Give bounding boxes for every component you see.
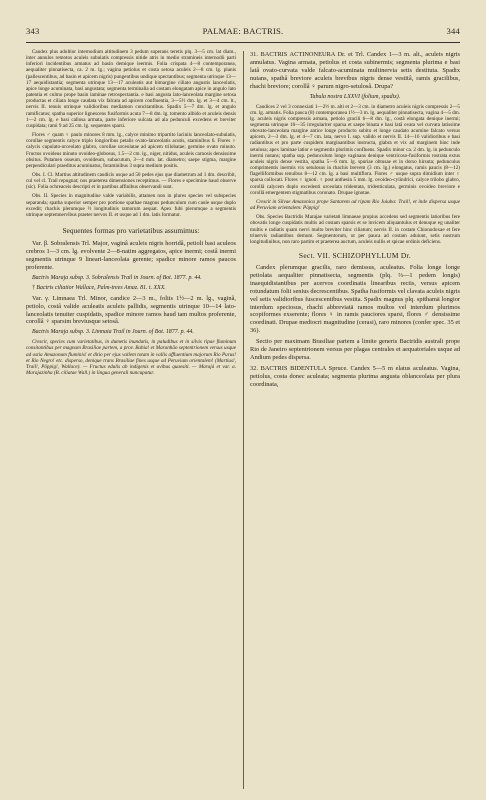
running-title: PALMAE: BACTRIS. (202, 26, 284, 36)
plate-reference: Tabula nostra LXXVI (folium, spadix). (309, 93, 401, 100)
habitat-paragraph: Crescit, species cum varietatibus, in dumetis inundatis, in paludibus et in silvis ripae fluminum consitantibus per magnam Brasiliae partem, a prov. Bahia! et Maranhão septentrionem versus usque ad ostia Amazonum fluminis! et ditio per ejus vallem totam in vallis affluentium majorum Rio Purus! et Rio Negro! etc. disperso, denique trans Brasiliae fines usque ad Peruviam orientalem! (Martius!, Trail!, Pöppig!, Wallace). — Fructus edulis ab indigenis et avibus quaesiti. — Marajá et var. a. Marajazinha (B. ciliatae Wall.) in lingua generali nuncupatur. (26, 339, 236, 377)
species-32-diagnosis: 32. BACTRIS BIDENTULA Spruce. Candex 5—5 m elatus aculeatus. Vagina, petiolus, costa donec aculeata; segmenta plurima angusta oblanceolata per plura coordinata, (250, 364, 460, 388)
page-number-left: 343 (26, 26, 40, 36)
species-31-description: Caudices 2 vel 3 connexiati 1—2½ m. alti et 2—3 cm. in diametro aculeis nigris compressis 2—5 cm. lg. armatis. Folia pauca (8) contemporanea 1½—3 m. lg. aequaliter pinnatisecta, vagina 4—5 dm. lg. aculeis nigris compressis armata, petiolo gracili 6—8 dm. lg., costâ elongata denique inermi; segmenta utrinque 16—35 irregulariter sparsa et saepe binata e basi latâ ovata vel curvata latissime obovato-lanceolata margine antice longe producto subito et longe caudato acumine falcato versus apicem, 2—3 dm. lg. et 4—7 cm. lata, nervo I. sup. valido et nervis II. 14—16 validioribus e basi radiantibus et pro parte cuspidem marginantibus instructa, glabra et vix ad marginem hinc inde setulosa; apex laminae latior e segmentis plurimis confluens. Spadix minor ca. 2 dm. lg. in pedunculo inermi nutans; spatha sup. pedunculum longe vaginans denique ventricoso-fusiformis rostrata extus aculeis nigris dense vestita, spatha 5—6 mm. lg. spuriae obtusae et in dorso hirsuta; pedunculus comprimentis inermis vix setulosus in rhachis brevem (3 cm. lg.) elongatus, ramis paucis (8—12) flagelliformibus tenuibus 8—12 cm. lg. a basi multiflora. Flores ♂ usque supra dimidium inter ♀ sparsa collocati. Flores ♀ ignoti. ♀ post anthesin 5 mm. lg. ovoideo-cylindrici, calyce trilobo glabro, corollâ calycem duplo excedenti urceolata tridentata, tridenticulata, germinis ovoideo breviore e corollâ emergentem stigmatibus coronato. Drupae ignotae. (250, 103, 460, 196)
variety-sobralensis: Var. β. Sobralensis Trl. Major, vaginâ aculeis nigris horridâ, petioli basi aculeos crebros 1—3 cm. lg. evolvente 2—8-natim aggregatos, apice inermi; costâ inermi segmentis utrinque 9 lineari-lanceolata gerente; spadice minore ramos paucos proferente. (26, 240, 236, 271)
section-distribution: Sectio per maximam Brasiliae partem a limite generis Bactridis australi prope Rio de Janeiro septentrionem versus per plagas centrales et aequatoriales usque ad Andium pedes dispersa. (250, 338, 460, 361)
species-31-diagnosis: 31. BACTRIS ACTINONEURA Dr. et Trl. Candex 1—3 m. alt., aculeis nigris annulatus. Vagina armata, petiolus et costa subinermis; segmenta plurima e basi latâ ovato-curvata valde falcato-acuminata multinervia setis destituta. Spadix nutans, spathâ breviore aculeis brevibus nigris dense vestitâ, ramis gracilibus, rhachi breviore; corollâ ♀ parum nigro-setulosâ. Drupa? (250, 51, 460, 90)
header-rule (26, 42, 460, 43)
variety-sobralensis-ref-2: † Bactris ciliatior Wallace, Palm-trees Amaz. 81. t. XXX. (32, 284, 166, 291)
section-description: Candex plerumque gracilis, raro demissus, aculeatus. Folia longe longe petiolata aequaliter pinnatisecta, segmentis (plq. ⅔—1 pedem longis) inaequidistantibus per acervos coordinatis linearibus rectis, versus apicem rotundatum folii senius decrescentibus. Spatha fusiformis vel clavata aculeis nigris vel setis validioribus fuscescentibus vestita. Spadix magnus plq. spithamā longior interdum speciosus, rhachi abbreviatā ramos multos vel interdum plurimos scopiformes exserente; flores ♀ in ramis pauciores sparsi, flores ♂ densissime coordinati. Drupae mediocri magnitudine (cerasi), raro minores (confer spec. 35 et 36). (250, 263, 460, 335)
column-divider (243, 51, 244, 789)
description-paragraph: Caudex plus adultior internodium altitudinem 3 pedum superans teretis plq. 3—5 cm. lat diam., inter annulos remotos aculeis subulatis compressis nitide atris in medio stramineis internodii parti inferiori incidentibus armatus ad basin demique leermis. Folia crispata 4—8 contemporanea, aequaliter pinnatisecta, ca. 2 m. lg.; vagina petiolus et costa setosa aculeis 2—8 cm. lg. planis (pallescentibus, ad basin et apicem nigris) pungentibus undique spectantibus; segmenta utrinque 13—17 aequidistantia; segmenta utrinque 13—17 aculeatis aut bimargine ciliato angustis lanceolatis, apice longe acuminata, basi angustata; segmenta terminalia ad costam elongatam apice in angulo lato patentia et culmo prope basin laminae retrospectantia. e basi angusta lato-lanceolata margine setosa productas et ciliata longe caudata vix falcata ad apicem confluentia, 3—5½ dm. lg. et 3—4 cm. lt., nervis II. tenuis utrinque validioribus mediamon concitantibus. Spadix 5—7 dm. lg. et angulo ramificatus; spatha superior lignescens fusiformis acuta 7—8 dm. lg. tomento albido et aculeis densis 1—2 cm. lg. e basi callosa armata, parte inferiore sulcata ad ala pedunculi excedens et breviter cuspidata; rami 9 ad 25 cm. lg. sequentes sparsi. (26, 49, 236, 129)
running-header (26, 26, 460, 40)
variety-limnaea-ref: Bactris Maraja subsp. 3. Limnaia Trail in Journ. of Bot. 1877. p. 44. (32, 329, 194, 336)
variety-limnaea: Var. γ. Limnaea Trl. Minor, candice 2—3 m., foliis 1½—2 m. lg., vaginâ, petiolo, costâ valide aculeatis aculeis pallidis, segmentis utrinque 10—14 lato-lanceolatis tenuiter cuspidatis, spadice minore ramos haud tam multos proferente, corollâ ♀ sparsim breviusque setosâ. (26, 294, 236, 326)
two-column-body (26, 49, 460, 392)
right-column (250, 49, 460, 392)
variety-sobralensis-ref: Bactris Maraja subsp. 3. Sobralensis Trail in Journ. of Bot. 1877. p. 44. (32, 274, 202, 281)
section-heading: Sect. VII. SCHIZOPHYLLUM Dr. (298, 250, 412, 260)
varieties-heading: Sequentes formas pro varietatibus assumimus: (62, 226, 200, 236)
observation-1: Obs. I. Cl. Martius altitudinem caudicis usque ad 50 pedes ejus que diametrum ad 1 dm. describit, cul vel cl. Trail repugnat; nos praeterea dimensiones receptimus. — Flores e specimine haud observe (sic). Folia ochreaceis descripti et in partibus affinibus observandi sunt. (26, 171, 236, 191)
species-31-observation: Obs. Species Bactridis Marajae varietati limnaeae propius accedens sed segmentis latioribus fere obovatis longe cuspidatis multis ad costam sparsis et se invicem aliquantulus et denuque eg unaliter multis e radiatis quam nervi multo breviter hinc ciliatum; nervis II. in costam Chionodoxae et fere trinervis radiantibus demum. Segmentorum, ut per pauca ad costam aduiunt, setis nostrum longitudinibus, non raro partim et praeterea auctum, aculeis nullis et spicae ordinis deficiens. (250, 214, 460, 245)
species-31-habitat: Crescit in Silvae Amazonica prope Santarem ad ripam Rio Juiuba: Trail!, et inde dispersa usque ad Peruviam orientalem: Pöppig! (250, 198, 460, 212)
observation-2: Obs. II. Species in magnitudine valde variabilis, attamen non in plures species vel subspecies separanda; spatha superior semper pro portione spathae magnus pedunculum cum caule usque duplo excedit; rhachis plerumque ½ longitudinis ramorum aequat. Apex fubi plerumque a segmentis utrinque septemnervibus praeter nervos II. et usque ad 1 dm. latis formatur. (26, 193, 236, 218)
page-number-right: 344 (446, 26, 460, 36)
flowers-paragraph: Flores ♂ quam ♀ paulo minores 8 mm. lg., calyce minimo tripartito laciniis lanceolato-subulatis, corollae segmentis calyce triplo longioribus petalis ovato-lanceolatis acutis, staminibus 6. Flores ♀ calycis cupulato-urceolato glabro, corollae urceolatae ad apicem trilobatae; germine ovato minuto. Fructus ovoideus minuto ovoideo-globosus, 1.5—2 cm. lg., niger, nitidus, aculeis carnosis densissime obsitus. Putamen osseum, ovoideum, subacutum, 3—4 mm. lat. diametro; saepe stigma, margine perpendiculari praeditus acuminatus, foraminibus 3 supra medium positis. (26, 132, 236, 169)
left-column (26, 49, 236, 392)
